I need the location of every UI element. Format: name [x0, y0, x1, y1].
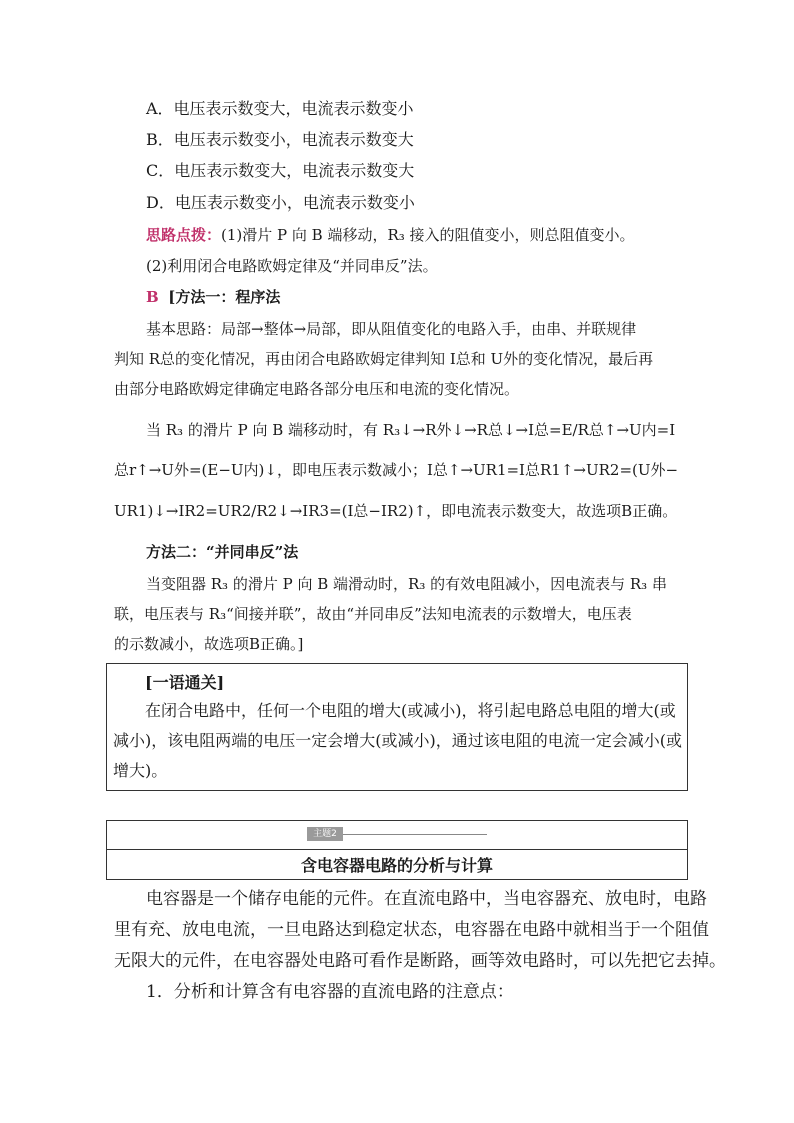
summary-box [106, 663, 688, 791]
theme-rule [343, 834, 487, 835]
para1-line-2: 判知 R总的变化情况，再由闭合电路欧姆定律判知 I总和 U外的变化情况，最后再 [114, 350, 654, 368]
theme-title-band [106, 820, 688, 880]
solution-header [146, 286, 280, 307]
para1-line-3: 由部分电路欧姆定律确定电路各部分电压和电流的变化情况。 [114, 380, 520, 398]
body-point-1: 1．分析和计算含有电容器的直流电路的注意点： [146, 982, 514, 1002]
body-line-1: 电容器是一个储存电能的元件。在直流电路中，当电容器充、放电时，电路 [146, 889, 707, 909]
option-b: B．电压表示数变小，电流表示数变大 [146, 130, 414, 149]
option-a: A．电压表示数变大，电流表示数变小 [146, 99, 414, 118]
para2-line-1: 当变阻器 R₃ 的滑片 P 向 B 端滑动时，R₃ 的有效电阻减小，因电流表与 R₃ 串 [146, 575, 667, 593]
hint-line-1 [146, 224, 635, 245]
hint-label: 思路点拨： [146, 226, 222, 244]
summary-line-3: 增大)。 [113, 761, 168, 780]
derivation-line-2: 总r↑→U外=(E−U内)↓，即电压表示数减小；I总↑→UR1=I总R1↑→UR2=(U外− [114, 461, 679, 479]
hint-line-2: (2)利用闭合电路欧姆定律及“并同串反”法。 [146, 257, 438, 275]
answer-letter: B [146, 288, 159, 306]
summary-line-2: 减小)，该电阻两端的电压一定会增大(或减小)，通过该电阻的电流一定会减小(或 [113, 731, 682, 750]
summary-line-1: 在闭合电路中，任何一个电阻的增大(或减小)，将引起电路总电阻的增大(或 [145, 701, 676, 720]
method2-header: 方法二：“并同串反”法 [146, 543, 299, 561]
derivation-line-1: 当 R₃ 的滑片 P 向 B 端移动时，有 R₃↓→R外↓→R总↓→I总=E/R总↑→U内=I [146, 421, 676, 439]
option-d: D．电压表示数变小，电流表示数变小 [146, 193, 415, 212]
para2-line-2: 联，电压表与 R₃“间接并联”，故由“并同串反”法知电流表的示数增大，电压表 [114, 605, 632, 623]
summary-title: [一语通关] [145, 673, 225, 692]
body-line-2: 里有充、放电电流，一旦电路达到稳定状态，电容器在电路中就相当于一个阻值 [114, 920, 709, 940]
method1-header: [方法一：程序法 [168, 288, 281, 306]
hint-text-1: (1)滑片 P 向 B 端移动，R₃ 接入的阻值变小，则总阻值变小。 [221, 226, 635, 244]
section-title: 含电容器电路的分析与计算 [300, 856, 493, 875]
theme-tag: 主题2 [307, 827, 343, 841]
title-divider [107, 849, 687, 850]
para1-line-1: 基本思路：局部→整体→局部，即从阻值变化的电路入手，由串、并联规律 [146, 320, 637, 338]
option-c: C．电压表示数变大，电流表示数变大 [146, 161, 415, 180]
para2-line-3: 的示数减小，故选项B正确。] [114, 635, 304, 653]
body-line-3: 无限大的元件，在电容器处电路可看作是断路，画等效电路时，可以先把它去掉。 [114, 951, 726, 971]
derivation-line-3: UR1)↓→IR2=UR2/R2↓→IR3=(I总−IR2)↑，即电流表示数变大，故选项B正确。 [114, 502, 678, 520]
